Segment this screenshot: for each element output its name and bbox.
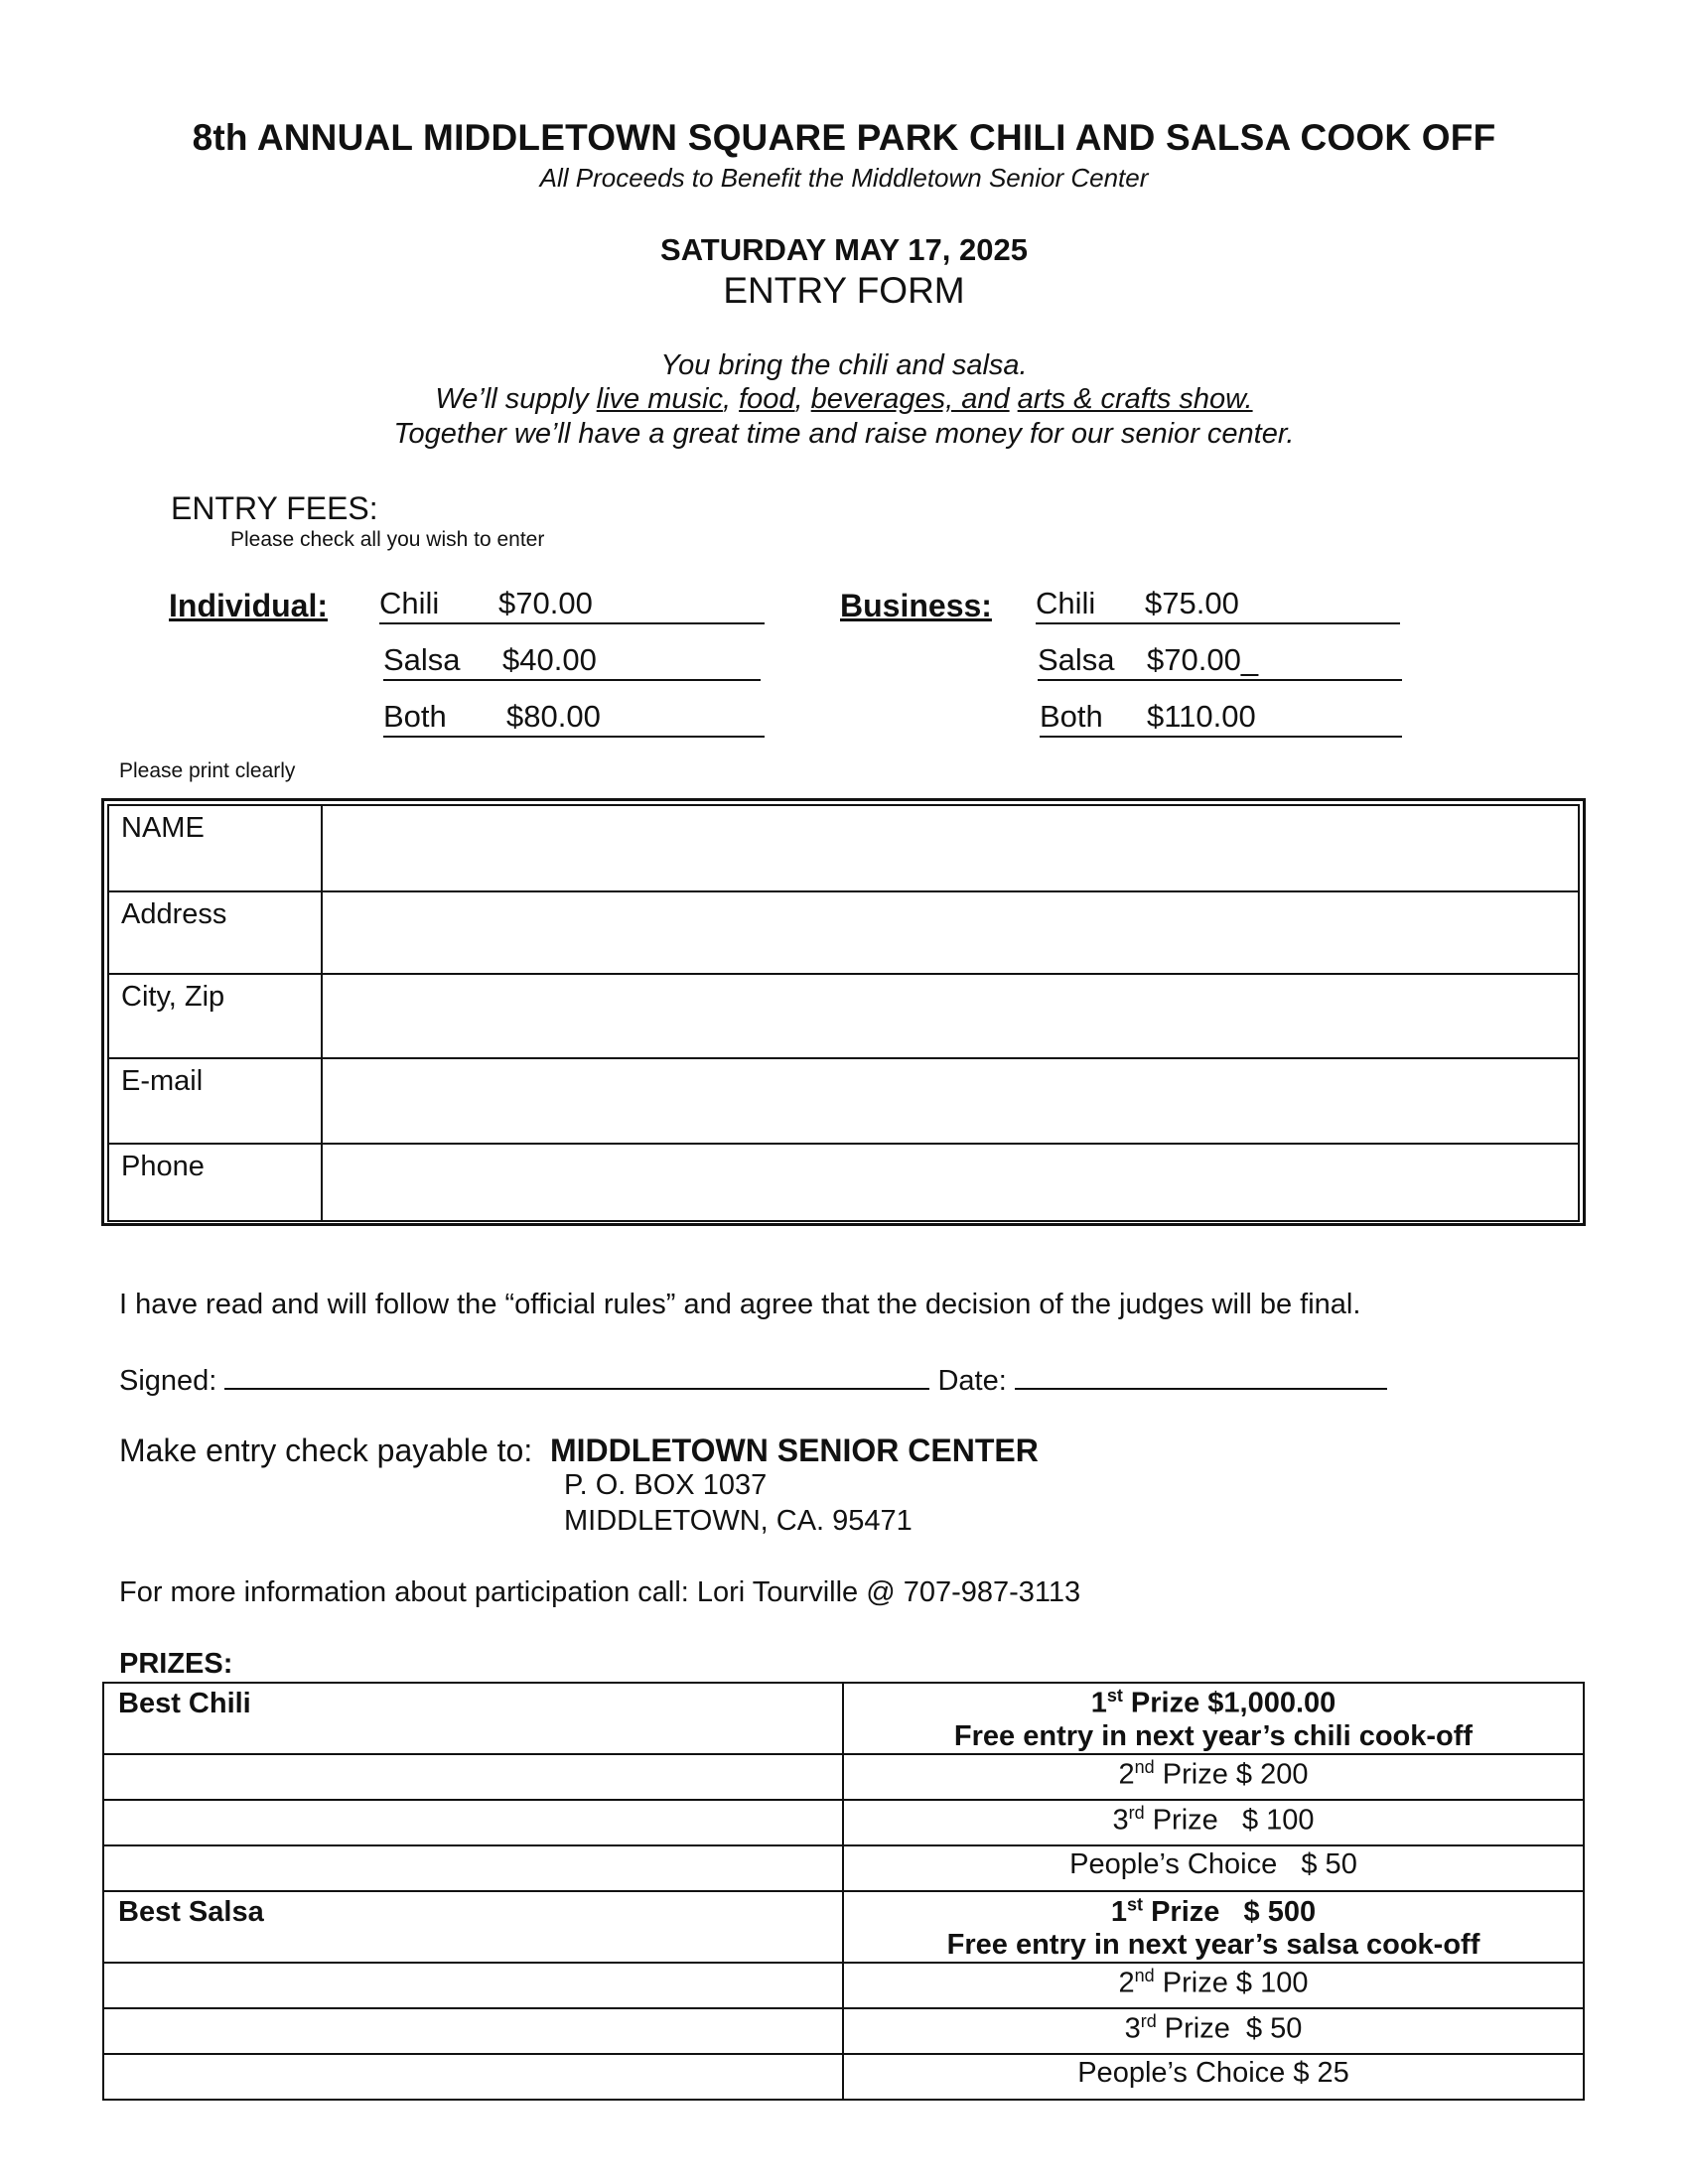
fee-option-price: $70.00 (498, 586, 593, 620)
prize-category-chili: Best Chili (103, 1683, 843, 1754)
signed-label: Signed: (119, 1365, 217, 1397)
form-row-name (108, 805, 1579, 891)
business-chili-option[interactable] (1036, 585, 1400, 624)
email-field[interactable] (322, 1058, 1579, 1144)
individual-chili-option[interactable] (379, 585, 765, 624)
signature-field[interactable] (224, 1358, 929, 1390)
tagline-prefix: We’ll supply (435, 383, 597, 415)
fee-option-price: $110.00 (1147, 699, 1256, 734)
tagline-separator: , (722, 383, 740, 415)
entry-fees-heading: ENTRY FEES: (171, 490, 378, 526)
name-field[interactable] (322, 805, 1579, 891)
prize-chili-peoples-choice: People’s Choice $ 50 (843, 1845, 1584, 1891)
form-row-phone (108, 1144, 1579, 1221)
prize-salsa-first (843, 1891, 1584, 1963)
form-title: ENTRY FORM (723, 270, 965, 311)
individual-label: Individual: (169, 588, 328, 623)
business-salsa-option[interactable] (1038, 641, 1402, 681)
tagline-line-3: Together we’ll have a great time and raise money for our senior center. (393, 418, 1295, 450)
field-label-email: E-mail (108, 1058, 322, 1144)
tagline-item-food: food (739, 383, 795, 415)
fee-option-name: Salsa (1038, 642, 1115, 677)
prize-amount: Prize $1,000.00 (1122, 1687, 1336, 1719)
rules-statement: I have read and will follow the “official rules” and agree that the decision of the judges will be final. (119, 1289, 1361, 1320)
prize-ordinal-suffix: rd (1128, 1803, 1145, 1823)
prize-chili-second (843, 1754, 1584, 1800)
tagline-item-arts-crafts: arts & crafts show. (1017, 383, 1253, 415)
table-row (103, 1683, 1584, 1754)
fee-option-name: Both (383, 699, 447, 734)
date-label: Date: (937, 1365, 1007, 1397)
phone-field[interactable] (322, 1144, 1579, 1221)
prize-ordinal: 2 (1118, 1967, 1135, 1999)
tagline-item-live-music: live music (596, 383, 723, 415)
entry-fees-note: Please check all you wish to enter (230, 528, 545, 551)
prize-salsa-third (843, 2008, 1584, 2054)
prize-ordinal: 3 (1124, 2012, 1141, 2045)
form-row-address (108, 891, 1579, 974)
business-both-option[interactable] (1040, 698, 1402, 738)
business-label: Business: (840, 588, 992, 623)
tagline-separator (1010, 383, 1018, 415)
print-clearly-note: Please print clearly (119, 759, 296, 782)
individual-salsa-option[interactable] (383, 641, 761, 681)
prizes-heading: PRIZES: (119, 1648, 233, 1680)
prize-amount: Prize $ 500 (1143, 1895, 1317, 1928)
prize-ordinal-suffix: nd (1134, 1757, 1155, 1777)
table-row (103, 1845, 1584, 1891)
tagline-line-2 (0, 383, 1688, 416)
fee-option-name: Both (1040, 699, 1103, 734)
fee-option-name: Chili (379, 586, 440, 620)
payable-label: Make entry check payable to: (119, 1433, 533, 1468)
table-row (103, 1754, 1584, 1800)
tagline-item-beverages: beverages, and (810, 383, 1010, 415)
prize-salsa-peoples-choice: People’s Choice $ 25 (843, 2054, 1584, 2100)
prize-category-empty (103, 1754, 843, 1800)
prizes-table (102, 1682, 1585, 2101)
form-row-email (108, 1058, 1579, 1144)
prize-ordinal: 1 (1090, 1687, 1107, 1719)
table-row (103, 1800, 1584, 1845)
fee-option-price: $75.00 (1145, 586, 1239, 620)
prize-category-empty (103, 1800, 843, 1845)
prize-amount: Prize $ 100 (1154, 1967, 1309, 1999)
fee-option-name: Chili (1036, 586, 1096, 620)
prize-chili-third (843, 1800, 1584, 1845)
prize-chili-first (843, 1683, 1584, 1754)
date-field[interactable] (1015, 1358, 1387, 1390)
prize-category-empty (103, 2008, 843, 2054)
prize-ordinal: 3 (1112, 1804, 1129, 1837)
payee-address-line-2: MIDDLETOWN, CA. 95471 (564, 1505, 913, 1537)
prize-ordinal-suffix: nd (1134, 1966, 1155, 1985)
fee-option-price: $40.00 (502, 642, 597, 677)
prize-category-empty (103, 1963, 843, 2008)
prize-amount: Prize $ 50 (1156, 2012, 1303, 2045)
table-row (103, 1891, 1584, 1963)
prize-ordinal-suffix: st (1127, 1894, 1144, 1914)
signature-row (119, 1358, 1387, 1398)
field-label-city-zip: City, Zip (108, 974, 322, 1058)
individual-both-option[interactable] (383, 698, 765, 738)
prize-ordinal-suffix: rd (1140, 2011, 1157, 2031)
payee-name: MIDDLETOWN SENIOR CENTER (550, 1433, 1039, 1468)
prize-ordinal-suffix: st (1106, 1686, 1123, 1706)
table-row (103, 2054, 1584, 2100)
fee-option-name: Salsa (383, 642, 461, 677)
form-row-city-zip (108, 974, 1579, 1058)
field-label-phone: Phone (108, 1144, 322, 1221)
prize-amount: Prize $ 100 (1144, 1804, 1315, 1837)
prize-category-empty (103, 1845, 843, 1891)
city-zip-field[interactable] (322, 974, 1579, 1058)
prize-category-empty (103, 2054, 843, 2100)
prize-ordinal: 1 (1110, 1895, 1127, 1928)
event-title: 8th ANNUAL MIDDLETOWN SQUARE PARK CHILI AND SALSA COOK OFF (192, 117, 1496, 158)
prize-salsa-second (843, 1963, 1584, 2008)
prize-category-salsa: Best Salsa (103, 1891, 843, 1963)
contact-info-text: For more information about participation call: Lori Tourville @ 707-987-3113 (119, 1576, 1081, 1608)
prize-extra: Free entry in next year’s salsa cook-off (946, 1928, 1480, 1961)
tagline-line-1: You bring the chili and salsa. (660, 349, 1028, 381)
table-row (103, 2008, 1584, 2054)
fee-option-price: $80.00 (506, 699, 601, 734)
contact-info-table (101, 798, 1586, 1226)
prize-extra: Free entry in next year’s chili cook-off (953, 1719, 1474, 1752)
prize-amount: Prize $ 200 (1154, 1758, 1309, 1791)
event-date: SATURDAY MAY 17, 2025 (660, 232, 1028, 267)
table-row (103, 1963, 1584, 2008)
event-subtitle: All Proceeds to Benefit the Middletown Senior Center (539, 163, 1149, 193)
fee-option-price: $70.00_ (1147, 642, 1259, 677)
field-label-name: NAME (108, 805, 322, 891)
field-label-address: Address (108, 891, 322, 974)
payee-address-line-1: P. O. BOX 1037 (564, 1469, 768, 1501)
payable-row (119, 1433, 1039, 1469)
prize-ordinal: 2 (1118, 1758, 1135, 1791)
address-field[interactable] (322, 891, 1579, 974)
tagline-separator: , (794, 383, 811, 415)
